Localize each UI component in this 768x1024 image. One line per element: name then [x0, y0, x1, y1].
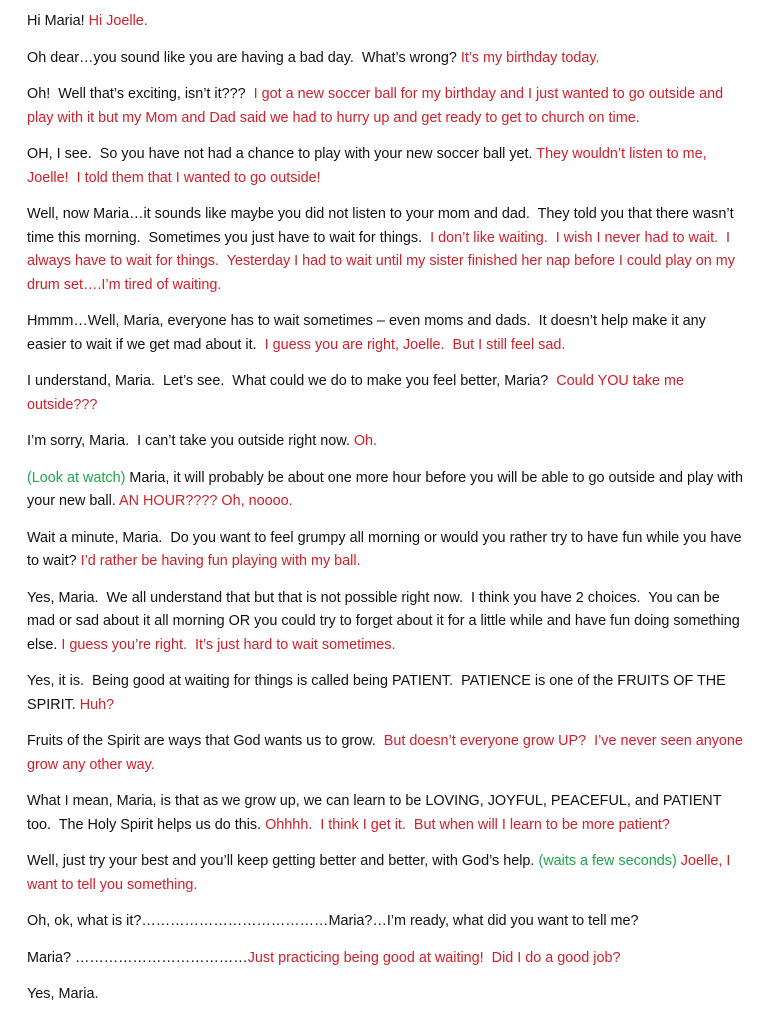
maria-line: I don’t like waiting. I wish I never had to wait. I always have to wait for things. Yesterday I had to wait until my sister finished her nap before I could play on my drum set….I’m tired of waiting.	[27, 229, 739, 293]
narrator-line: Well, just try your best and you’ll keep getting better and better, with God’s help.	[27, 853, 539, 869]
dialogue-paragraph	[27, 143, 743, 190]
narrator-line: Yes, Maria.	[27, 986, 99, 1002]
narrator-line: I’m sorry, Maria. I can’t take you outside right now.	[27, 433, 354, 449]
dialogue-paragraph	[27, 587, 743, 658]
maria-line: I’d rather be having fun playing with my ball.	[80, 553, 361, 569]
narrator-line: Fruits of the Spirit are ways that God wants us to grow.	[27, 733, 384, 749]
dialogue-paragraph	[27, 83, 743, 130]
dialogue-paragraph	[27, 730, 747, 777]
narrator-line: Well, now Maria…it sounds like maybe you did not listen to your mom and dad. They told you that there wasn’t time this morning. Sometimes you just have to wait for things.	[27, 206, 738, 246]
maria-line: Huh?	[79, 696, 115, 713]
narrator-line: Maria? ………………………………	[27, 949, 248, 966]
maria-line: I guess you are right, Joelle. But I still feel sad.	[264, 336, 566, 353]
script-document	[27, 10, 747, 1020]
dialogue-paragraph	[27, 10, 743, 34]
narrator-line: Hmmm…Well, Maria, everyone has to wait sometimes – even moms and dads. It doesn’t help make it any easier to wait if we get mad about it.	[27, 313, 710, 353]
maria-line: They wouldn’t listen to me, Joelle! I told them that I wanted to go outside!	[27, 146, 711, 186]
narrator-line: Wait a minute, Maria. Do you want to feel grumpy all morning or would you rather try to have fun while you have to wait?	[27, 529, 746, 569]
maria-line: Joelle, I want to tell you something.	[27, 853, 735, 893]
narrator-line: OH, I see. So you have not had a chance to play with your new soccer ball yet.	[27, 146, 537, 162]
dialogue-paragraph	[27, 467, 747, 514]
dialogue-paragraph	[27, 790, 743, 837]
dialogue-paragraph	[27, 670, 743, 717]
narrator-line: Oh, ok, what is it?…………………………………Maria?…I’m ready, what did you want to tell me?	[27, 913, 639, 929]
dialogue-paragraph	[27, 310, 743, 357]
maria-line: Just practicing being good at waiting! Did I do a good job?	[247, 949, 621, 966]
dialogue-paragraph	[27, 850, 743, 897]
stage-direction: (Look at watch)	[27, 469, 126, 486]
dialogue-paragraph	[27, 370, 743, 417]
dialogue-paragraph	[27, 947, 743, 971]
stage-direction: (waits a few seconds)	[538, 853, 677, 869]
maria-line: Could YOU take me outside???	[27, 373, 688, 413]
dialogue-paragraph	[27, 527, 746, 574]
maria-line: I guess you’re right. It’s just hard to wait sometimes.	[61, 636, 396, 653]
maria-line: Hi Joelle.	[88, 13, 148, 29]
dialogue-paragraph	[27, 983, 743, 1007]
narrator-line: What I mean, Maria, is that as we grow up, we can learn to be LOVING, JOYFUL, PEACEFUL, and PATIENT too. The Holy Spirit helps us do this.	[27, 793, 726, 833]
narrator-line: Oh dear…you sound like you are having a bad day. What’s wrong?	[27, 49, 461, 66]
maria-line: Oh.	[353, 433, 378, 449]
narrator-line: Yes, it is. Being good at waiting for things is called being PATIENT. PATIENCE is one of the FRUITS OF THE SPIRIT.	[27, 673, 730, 713]
maria-line: It’s my birthday today.	[460, 49, 600, 66]
dialogue-paragraph	[27, 203, 743, 297]
dialogue-paragraph	[27, 430, 743, 454]
maria-line: AN HOUR???? Oh, noooo.	[119, 493, 293, 509]
maria-line: Ohhhh. I think I get it. But when will I learn to be more patient?	[265, 816, 670, 833]
dialogue-script	[27, 10, 747, 1007]
narrator-line: Hi Maria!	[27, 13, 89, 29]
narrator-line: Maria, it will probably be about one more hour before you will be able to go outside and play with your new ball.	[27, 469, 747, 509]
narrator-line: Yes, Maria. We all understand that but that is not possible right now. I think you have 2 choices. You can be mad or sad about it all morning OR you could try to forget about it for a little while and have fun doing something else.	[27, 589, 744, 653]
maria-line: I got a new soccer ball for my birthday and I just wanted to go outside and play with it but my Mom and Dad said we had to hurry up and get ready to get to church on time.	[27, 86, 728, 126]
narrator-line: I understand, Maria. Let’s see. What could we do to make you feel better, Maria?	[27, 373, 557, 389]
narrator-line: Oh! Well that’s exciting, isn’t it???	[27, 86, 254, 102]
maria-line: But doesn’t everyone grow UP? I’ve never seen anyone grow any other way.	[27, 733, 747, 773]
dialogue-paragraph	[27, 910, 743, 934]
dialogue-paragraph	[27, 47, 743, 71]
